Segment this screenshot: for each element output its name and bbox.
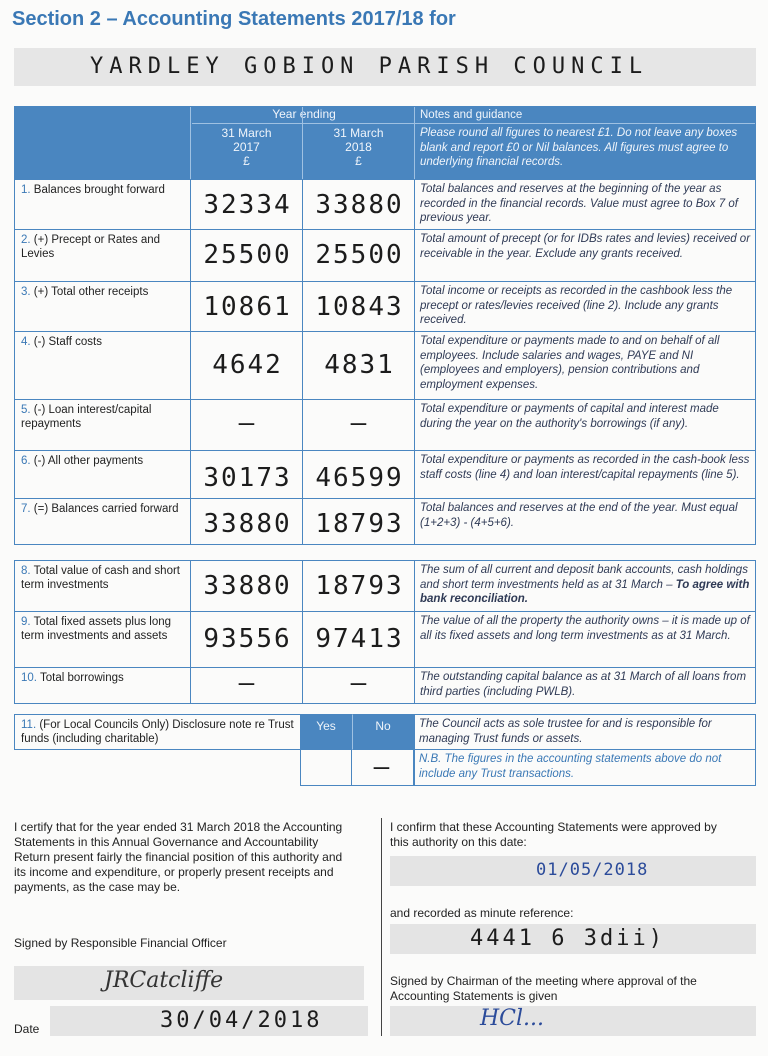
value-2018-cell[interactable] [303, 499, 415, 544]
statement-row [15, 399, 755, 450]
value-2018: 4831 [324, 350, 395, 380]
minute-ref-box[interactable] [390, 924, 756, 954]
table-header-row [15, 107, 755, 179]
row-note: Total expenditure or payments of capital and interest made during the year on the authority's borrowings (if any). [420, 403, 719, 430]
row-label: 4. (-) Staff costs [15, 332, 191, 399]
value-2017: 33880 [203, 509, 292, 539]
header-blank [15, 107, 191, 179]
value-2017: 32334 [203, 190, 292, 220]
date-value: 30/04/2018 [160, 1008, 323, 1033]
trust-table [14, 714, 756, 786]
statement-row [15, 498, 755, 544]
notes-header: Notes and guidance Please round all figures to nearest £1. Do not leave any boxes blank and report £0 or Nil balances. All figures must agree to underlying financial records. [415, 107, 755, 179]
value-2017-cell[interactable] [191, 282, 303, 331]
row-label: 3. (+) Total other receipts [15, 282, 191, 331]
minute-ref: 4441 6 3dii) [470, 926, 665, 951]
value-2017: 93556 [203, 624, 292, 654]
row-note: Total expenditure or payments as recorded in the cash-book less staff costs (line 4) and loan interest/capital repayments (line 5). [420, 454, 750, 481]
value-2018-cell[interactable] [303, 332, 415, 399]
value-2017: 10861 [203, 292, 292, 322]
value-2017: 33880 [203, 571, 292, 601]
certify-text: I certify that for the year ended 31 March 2018 the Accounting Statements in this Annual Governance and Accountability Return present fairly the financial position of this authority and its income and expenditure, or properly present receipts and payments, as the case may be. [14, 820, 343, 894]
value-2018-cell[interactable] [303, 451, 415, 498]
value-2018: 33880 [315, 190, 404, 220]
value-2017-cell[interactable] [191, 180, 303, 229]
value-2017-cell[interactable] [191, 499, 303, 544]
value-2018-cell[interactable] [303, 282, 415, 331]
date-box[interactable] [50, 1006, 368, 1036]
assets-table [14, 560, 756, 704]
approval-date-box[interactable] [390, 856, 756, 886]
row-note: The sum of all current and deposit bank accounts, cash holdings and short term investments held as at 31 March – To agree with bank reconciliation. [420, 564, 750, 605]
value-2017-cell[interactable] [191, 561, 303, 611]
statement-row [15, 229, 755, 281]
statement-row [15, 281, 755, 331]
value-2018: 10843 [315, 292, 404, 322]
row-label: 9. Total fixed assets plus long term investments and assets [15, 612, 191, 667]
row-label: 1. Balances brought forward [15, 180, 191, 229]
page-title: Section 2 – Accounting Statements 2017/18 for [12, 8, 456, 30]
statement-row [15, 611, 755, 667]
value-2018-cell[interactable] [303, 230, 415, 281]
row-label: 5. (-) Loan interest/capital repayments [15, 400, 191, 450]
row-note: Total expenditure or payments made to and on behalf of all employees. Include salaries and wages, PAYE and NI (employees and employers), pension contributions and employment expenses. [420, 335, 720, 391]
value-2017: 30173 [203, 463, 292, 493]
date-label: Date [14, 1022, 40, 1036]
rfo-signature-box[interactable] [14, 966, 364, 1000]
value-2018: 97413 [315, 624, 404, 654]
value-2017-cell[interactable] [191, 612, 303, 667]
row-note: Total amount of precept (or for IDBs rates and levies) received or receivable in the year. Exclude any grants received. [420, 233, 751, 260]
row-note: Total balances and reserves at the end of the year. Must equal (1+2+3) - (4+5+6). [420, 502, 738, 529]
authority-name: YARDLEY GOBION PARISH COUNCIL [90, 54, 649, 79]
value-2018-cell[interactable] [303, 668, 415, 703]
statement-row [15, 561, 755, 611]
col-2017-header: 31 March 2017 £ [191, 107, 303, 179]
value-2018-cell[interactable] [303, 180, 415, 229]
row-label: 10. Total borrowings [15, 668, 191, 703]
rfo-signature: JRCatcliffe [104, 968, 224, 993]
authority-name-box[interactable] [14, 48, 756, 86]
row-note: The value of all the property the authority owns – it is made up of all its fixed assets and long term investments as at 31 March. [420, 615, 750, 642]
signed-rfo-label: Signed by Responsible Financial Officer [14, 936, 227, 950]
value-2017-cell[interactable] [191, 400, 303, 450]
minute-label: and recorded as minute reference: [390, 906, 574, 920]
column-divider [381, 818, 382, 1036]
value-2018-cell[interactable] [303, 561, 415, 611]
year-ending-header: Year ending [192, 107, 416, 124]
value-2017: 25500 [203, 240, 292, 270]
value-2018: 18793 [315, 571, 404, 601]
value-2018: 18793 [315, 509, 404, 539]
value-2018: — [350, 408, 369, 438]
chair-label: Signed by Chairman of the meeting where approval of the Accounting Statements is given [390, 974, 697, 1003]
trust-label: 11. (For Local Councils Only) Disclosure note re Trust funds (including charitable) [14, 714, 300, 750]
value-2017-cell[interactable] [191, 451, 303, 498]
trust-yes-box[interactable] [300, 750, 352, 786]
trust-note-1: The Council acts as sole trustee for and is responsible for managing Trust funds or assets. [414, 714, 756, 750]
value-2018-cell[interactable] [303, 612, 415, 667]
row-note: Total balances and reserves at the beginning of the year as recorded in the financial records. Value must agree to Box 7 of previous year. [420, 183, 738, 224]
chair-signature: HCl... [480, 1006, 545, 1031]
row-note-bold: To agree with bank reconciliation. [420, 578, 750, 605]
value-2018: 25500 [315, 240, 404, 270]
value-2017: 4642 [212, 350, 283, 380]
value-2017-cell[interactable] [191, 332, 303, 399]
row-note: The outstanding capital balance as at 31 March of all loans from third parties (including PWLB). [420, 671, 747, 698]
value-2017-cell[interactable] [191, 668, 303, 703]
statement-row [15, 667, 755, 703]
approval-date: 01/05/2018 [536, 860, 649, 880]
trust-yes-header: Yes [300, 714, 352, 750]
row-label: 8. Total value of cash and short term investments [15, 561, 191, 611]
trust-no-box[interactable]: — [352, 750, 414, 786]
confirm-text: I confirm that these Accounting Statements were approved by this authority on this date: [390, 820, 717, 849]
value-2017: — [238, 408, 257, 438]
row-label: 2. (+) Precept or Rates and Levies [15, 230, 191, 281]
statement-row [15, 450, 755, 498]
value-2017: — [238, 668, 257, 698]
chair-signature-box[interactable] [390, 1006, 756, 1036]
row-label: 6. (-) All other payments [15, 451, 191, 498]
value-2018-cell[interactable] [303, 400, 415, 450]
statement-row [15, 179, 755, 229]
row-note: Total income or receipts as recorded in the cashbook less the precept or rates/levies received (line 2). Include any grants received. [420, 285, 733, 326]
value-2018: 46599 [315, 463, 404, 493]
col-2018-header: 31 March 2018 £ [303, 107, 415, 179]
row-label: 7. (=) Balances carried forward [15, 499, 191, 544]
trust-no-header: No [352, 714, 414, 750]
trust-note-2: N.B. The figures in the accounting statements above do not include any Trust transactions. [414, 750, 756, 786]
value-2018: — [350, 668, 369, 698]
value-2017-cell[interactable] [191, 230, 303, 281]
accounting-statements-table [14, 106, 756, 545]
statement-row [15, 331, 755, 399]
